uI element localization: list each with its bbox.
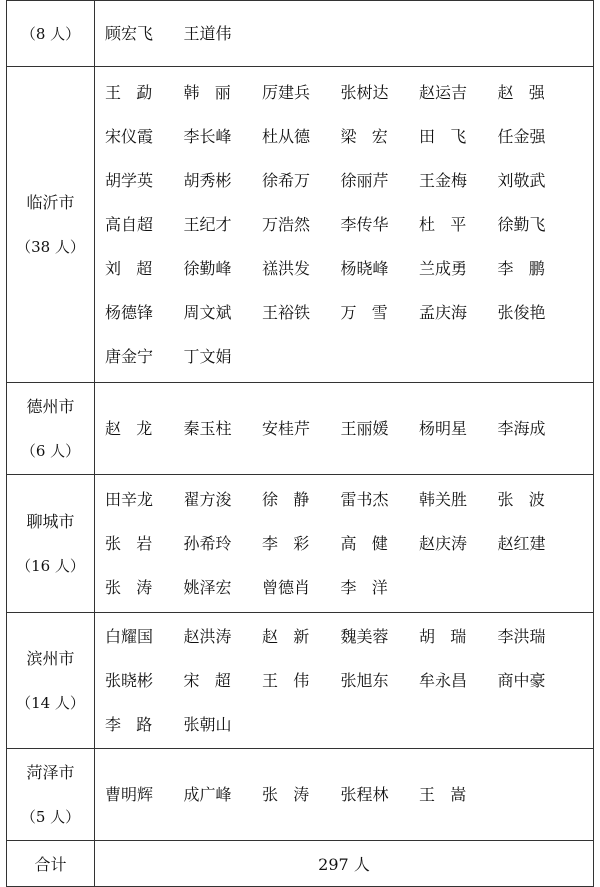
- person-name: 张俊艳: [497, 302, 546, 322]
- person-name: 宋超: [183, 670, 246, 690]
- person-name: 刘敬武: [497, 170, 546, 190]
- total-number: 297: [318, 855, 349, 874]
- person-name: 赵新: [262, 626, 325, 646]
- region-cell: [7, 67, 95, 383]
- person-name: 胡学英: [105, 170, 154, 190]
- person-name: 张晓彬: [105, 670, 154, 690]
- person-name: 王纪才: [183, 214, 232, 234]
- region-cell: [7, 1, 95, 67]
- total-unit: 人: [353, 855, 370, 874]
- person-name: 孙希玲: [183, 533, 232, 553]
- person-name: 田辛龙: [105, 489, 154, 509]
- region-cell: [7, 383, 95, 475]
- person-name: 赵庆涛: [419, 533, 468, 553]
- person-name: 王丽媛: [340, 418, 389, 438]
- row-top: [7, 1, 594, 67]
- person-name: 雷书杰: [340, 489, 389, 509]
- region-name: 临沂市: [26, 192, 75, 212]
- person-name: 杨晓峰: [340, 258, 389, 278]
- person-name: 赵运吉: [419, 82, 468, 102]
- person-name: 秦玉柱: [183, 418, 232, 438]
- person-name: 李洋: [340, 577, 403, 597]
- person-name: 赵龙: [105, 418, 168, 438]
- person-name: 张树达: [340, 82, 389, 102]
- person-name: 胡瑞: [419, 626, 482, 646]
- person-name: 徐希万: [262, 170, 311, 190]
- person-name: 张岩: [105, 533, 168, 553]
- region-cell: [7, 613, 95, 749]
- person-name: 李海成: [497, 418, 546, 438]
- person-name: 梁宏: [340, 126, 403, 146]
- row-liaocheng: [7, 475, 594, 613]
- person-name: 徐勤飞: [497, 214, 546, 234]
- person-name: 刘超: [105, 258, 168, 278]
- names-cell: [95, 613, 594, 749]
- person-name: 魏美蓉: [340, 626, 389, 646]
- person-name: 顾宏飞: [105, 23, 154, 43]
- region-cell: [7, 475, 95, 613]
- person-name: 赵红建: [497, 533, 546, 553]
- person-name: 张涛: [262, 784, 325, 804]
- person-name: 杜从德: [262, 126, 311, 146]
- person-name: 成广峰: [183, 784, 232, 804]
- region-count: （8 人）: [20, 24, 81, 43]
- names-cell: [95, 475, 594, 613]
- region-count: （14 人）: [16, 693, 85, 712]
- person-name: 王伟: [262, 670, 325, 690]
- person-name: 王勐: [105, 82, 168, 102]
- person-name: 高自超: [105, 214, 154, 234]
- region-count: （16 人）: [16, 556, 85, 575]
- row-total: [7, 841, 594, 887]
- row-binzhou: [7, 613, 594, 749]
- person-name: 万雪: [340, 302, 403, 322]
- region-count: （38 人）: [16, 237, 85, 256]
- person-name: 李长峰: [183, 126, 232, 146]
- person-name: 姚泽宏: [183, 577, 232, 597]
- person-name: 徐静: [262, 489, 325, 509]
- names-cell: [95, 1, 594, 67]
- person-name: 王嵩: [419, 784, 482, 804]
- row-heze: [7, 749, 594, 841]
- person-name: 张涛: [105, 577, 168, 597]
- row-linyi: [7, 67, 594, 383]
- person-name: 丁文娟: [183, 346, 232, 366]
- names-grid: [103, 407, 593, 451]
- person-name: 韩关胜: [419, 489, 468, 509]
- person-name: 禚洪发: [262, 258, 311, 278]
- person-name: 万浩然: [262, 214, 311, 234]
- person-name: 张旭东: [340, 670, 389, 690]
- names-cell: [95, 749, 594, 841]
- person-name: 杜平: [419, 214, 482, 234]
- total-value: [95, 841, 594, 887]
- names-grid: [103, 12, 593, 56]
- person-name: 孟庆海: [419, 302, 468, 322]
- person-name: 张朝山: [183, 714, 232, 734]
- person-name: 白耀国: [105, 626, 154, 646]
- person-name: 田飞: [419, 126, 482, 146]
- person-name: 曾德肖: [262, 577, 311, 597]
- region-cell: [7, 749, 95, 841]
- names-grid: [103, 773, 593, 817]
- person-name: 李鹏: [497, 258, 560, 278]
- person-name: 张程林: [340, 784, 389, 804]
- person-name: 李传华: [340, 214, 389, 234]
- region-name: 聊城市: [26, 511, 75, 531]
- person-name: 安桂芹: [262, 418, 311, 438]
- person-name: 厉建兵: [262, 82, 311, 102]
- row-dezhou: [7, 383, 594, 475]
- person-name: 任金强: [497, 126, 546, 146]
- person-name: 杨明星: [419, 418, 468, 438]
- person-name: 杨德锋: [105, 302, 154, 322]
- region-name: 德州市: [26, 396, 75, 416]
- person-name: 高健: [340, 533, 403, 553]
- person-name: 牟永昌: [419, 670, 468, 690]
- person-name: 兰成勇: [419, 258, 468, 278]
- region-name: 菏泽市: [26, 762, 75, 782]
- person-name: 王金梅: [419, 170, 468, 190]
- names-grid: [103, 615, 593, 747]
- person-name: 韩丽: [183, 82, 246, 102]
- region-name: 滨州市: [26, 648, 75, 668]
- names-cell: [95, 67, 594, 383]
- person-name: 曹明辉: [105, 784, 154, 804]
- person-name: 王道伟: [183, 23, 232, 43]
- person-name: 翟方浚: [183, 489, 232, 509]
- person-name: 赵强: [497, 82, 560, 102]
- person-name: 李洪瑞: [497, 626, 546, 646]
- names-grid: [103, 478, 593, 610]
- person-name: 徐勤峰: [183, 258, 232, 278]
- person-name: 李彩: [262, 533, 325, 553]
- person-name: 王裕铁: [262, 302, 311, 322]
- roster-table: [6, 0, 594, 887]
- region-count: （6 人）: [20, 441, 81, 460]
- person-name: 李路: [105, 714, 168, 734]
- names-cell: [95, 383, 594, 475]
- roster-body: [7, 1, 594, 887]
- person-name: 赵洪涛: [183, 626, 232, 646]
- person-name: 商中豪: [497, 670, 546, 690]
- person-name: 张波: [497, 489, 560, 509]
- person-name: 周文斌: [183, 302, 232, 322]
- person-name: 徐丽芹: [340, 170, 389, 190]
- region-count: （5 人）: [20, 807, 81, 826]
- names-grid: [103, 71, 593, 379]
- total-label: 合计: [7, 841, 95, 887]
- person-name: 胡秀彬: [183, 170, 232, 190]
- person-name: 宋仪霞: [105, 126, 154, 146]
- person-name: 唐金宁: [105, 346, 154, 366]
